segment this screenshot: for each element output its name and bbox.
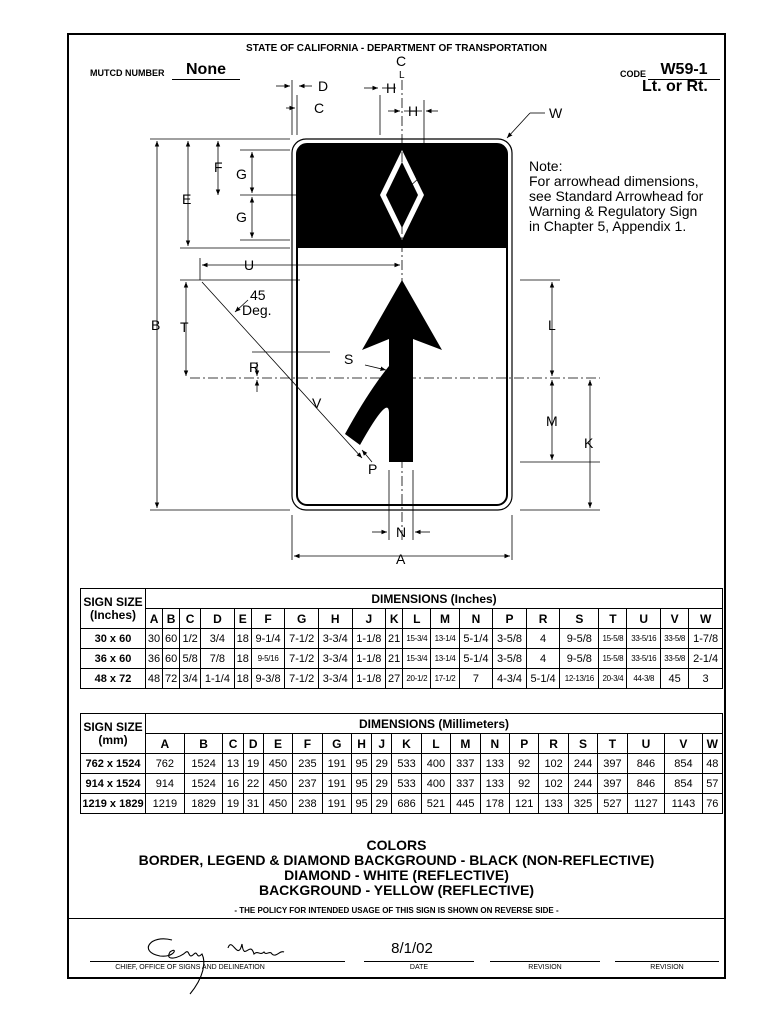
- value-cell: 27: [386, 669, 403, 689]
- value-cell: 450: [263, 754, 292, 774]
- date-value: 8/1/02: [391, 940, 433, 957]
- dim-label-g1: G: [236, 166, 247, 182]
- column-header: G: [322, 734, 351, 754]
- value-cell: 19: [243, 754, 263, 774]
- value-cell: 60: [163, 629, 180, 649]
- column-header: B: [184, 734, 223, 754]
- footer-divider: [67, 918, 726, 919]
- column-header: P: [493, 609, 527, 629]
- value-cell: 57: [702, 774, 722, 794]
- dim-label-c: C: [314, 100, 325, 116]
- note-line: Note:: [529, 158, 563, 174]
- value-cell: 133: [539, 794, 568, 814]
- sign-size-header: SIGN SIZE (mm): [81, 714, 146, 754]
- value-cell: 20-3/4: [599, 669, 627, 689]
- value-cell: 9-1/4: [251, 629, 285, 649]
- column-header: V: [661, 609, 689, 629]
- size-cell: 914 x 1524: [81, 774, 146, 794]
- column-header: E: [263, 734, 292, 754]
- dimensions-header: DIMENSIONS (Inches): [146, 589, 723, 609]
- dim-label-s: S: [344, 351, 354, 367]
- column-header: J: [352, 609, 386, 629]
- dim-label-g2: G: [236, 209, 247, 225]
- value-cell: 22: [243, 774, 263, 794]
- value-cell: 12-13/16: [560, 669, 599, 689]
- table-row: [81, 669, 723, 689]
- dim-label-u: U: [244, 257, 255, 273]
- value-cell: 29: [372, 774, 392, 794]
- value-cell: 95: [352, 794, 372, 814]
- value-cell: 9-3/8: [251, 669, 285, 689]
- angle-label-deg: Deg.: [242, 302, 272, 318]
- value-cell: 45: [661, 669, 689, 689]
- value-cell: 3/4: [180, 669, 201, 689]
- value-cell: 95: [352, 754, 372, 774]
- value-cell: 337: [451, 774, 480, 794]
- value-cell: 5-1/4: [459, 629, 493, 649]
- value-cell: 686: [392, 794, 421, 814]
- revision-label-1: REVISION: [528, 964, 562, 971]
- column-header: W: [689, 609, 723, 629]
- value-cell: 450: [263, 774, 292, 794]
- value-cell: 4-3/4: [493, 669, 527, 689]
- value-cell: 15-5/8: [599, 649, 627, 669]
- value-cell: 16: [223, 774, 243, 794]
- value-cell: 521: [421, 794, 450, 814]
- value-cell: 133: [480, 754, 509, 774]
- column-header: P: [509, 734, 538, 754]
- column-header: N: [459, 609, 493, 629]
- value-cell: 325: [568, 794, 597, 814]
- dim-label-e: E: [182, 191, 192, 207]
- code-value: W59-1: [648, 61, 720, 80]
- value-cell: 3: [689, 669, 723, 689]
- value-cell: 15-5/8: [599, 629, 627, 649]
- value-cell: 9-5/16: [251, 649, 285, 669]
- dim-label-f: F: [214, 159, 223, 175]
- value-cell: 72: [163, 669, 180, 689]
- dim-label-v: V: [312, 395, 322, 411]
- value-cell: 15-3/4: [403, 649, 431, 669]
- value-cell: 1127: [627, 794, 664, 814]
- value-cell: 29: [372, 754, 392, 774]
- mm-dimensions-table: [80, 713, 723, 814]
- value-cell: 92: [509, 754, 538, 774]
- value-cell: 29: [372, 794, 392, 814]
- mutcd-label: MUTCD NUMBER: [90, 68, 165, 78]
- value-cell: 445: [451, 794, 480, 814]
- value-cell: 18: [234, 669, 251, 689]
- value-cell: 5-1/4: [459, 649, 493, 669]
- value-cell: 397: [598, 774, 627, 794]
- value-cell: 846: [627, 754, 664, 774]
- value-cell: 33-5/16: [627, 629, 661, 649]
- dim-label-t: T: [180, 319, 189, 335]
- value-cell: 76: [702, 794, 722, 814]
- value-cell: 60: [163, 649, 180, 669]
- value-cell: 20-1/2: [403, 669, 431, 689]
- value-cell: 337: [451, 754, 480, 774]
- value-cell: 13: [223, 754, 243, 774]
- value-cell: 1-7/8: [689, 629, 723, 649]
- value-cell: 7-1/2: [285, 669, 319, 689]
- table-row: [81, 754, 723, 774]
- value-cell: 13-1/4: [431, 629, 459, 649]
- value-cell: 3-3/4: [318, 629, 352, 649]
- value-cell: 21: [386, 649, 403, 669]
- column-header: R: [539, 734, 568, 754]
- angle-label-45: 45: [250, 287, 266, 303]
- column-header: V: [665, 734, 702, 754]
- value-cell: 7/8: [201, 649, 235, 669]
- value-cell: 450: [263, 794, 292, 814]
- dim-label-d: D: [318, 78, 329, 94]
- value-cell: 1/2: [180, 629, 201, 649]
- value-cell: 7-1/2: [285, 649, 319, 669]
- column-header: U: [627, 609, 661, 629]
- column-header: A: [146, 734, 185, 754]
- dimensions-header: DIMENSIONS (Millimeters): [146, 714, 723, 734]
- value-cell: 33-5/16: [627, 649, 661, 669]
- value-cell: 21: [386, 629, 403, 649]
- value-cell: 13-1/4: [431, 649, 459, 669]
- value-cell: 19: [223, 794, 243, 814]
- value-cell: 854: [665, 774, 702, 794]
- size-cell: 762 x 1524: [81, 754, 146, 774]
- value-cell: 33-5/8: [661, 649, 689, 669]
- size-cell: 36 x 60: [81, 649, 146, 669]
- value-cell: 92: [509, 774, 538, 794]
- value-cell: 95: [352, 774, 372, 794]
- value-cell: 533: [392, 774, 421, 794]
- value-cell: 7-1/2: [285, 629, 319, 649]
- value-cell: 1-1/4: [201, 669, 235, 689]
- value-cell: 400: [421, 774, 450, 794]
- column-header: D: [243, 734, 263, 754]
- value-cell: 235: [293, 754, 322, 774]
- value-cell: 397: [598, 754, 627, 774]
- value-cell: 15-3/4: [403, 629, 431, 649]
- code-label: CODE: [620, 69, 647, 79]
- column-header: L: [403, 609, 431, 629]
- value-cell: 244: [568, 774, 597, 794]
- value-cell: 191: [322, 794, 351, 814]
- value-cell: 533: [392, 754, 421, 774]
- value-cell: 5/8: [180, 649, 201, 669]
- chief-label: CHIEF, OFFICE OF SIGNS AND DELINEATION: [115, 964, 265, 971]
- dim-label-k: K: [584, 435, 594, 451]
- column-header: A: [146, 609, 163, 629]
- value-cell: 1-1/8: [352, 649, 386, 669]
- value-cell: 3/4: [201, 629, 235, 649]
- column-header: B: [163, 609, 180, 629]
- date-label: DATE: [409, 964, 429, 971]
- size-cell: 48 x 72: [81, 669, 146, 689]
- value-cell: 36: [146, 649, 163, 669]
- value-cell: 762: [146, 754, 185, 774]
- column-header: D: [201, 609, 235, 629]
- dim-label-m: M: [546, 413, 558, 429]
- dim-label-p: P: [368, 461, 378, 477]
- value-cell: 102: [539, 774, 568, 794]
- dim-label-h2: H: [408, 103, 419, 119]
- column-header: M: [451, 734, 480, 754]
- column-header: T: [598, 734, 627, 754]
- colors-line: BACKGROUND - YELLOW (REFLECTIVE): [258, 882, 535, 898]
- value-cell: 3-5/8: [493, 629, 527, 649]
- column-header: L: [421, 734, 450, 754]
- centerline-c: C: [396, 53, 407, 69]
- column-header: R: [526, 609, 560, 629]
- dim-label-l: L: [548, 317, 556, 333]
- policy-note: - THE POLICY FOR INTENDED USAGE OF THIS SIGN IS SHOWN ON REVERSE SIDE -: [234, 906, 559, 915]
- note-line: in Chapter 5, Appendix 1.: [529, 218, 687, 234]
- value-cell: 854: [665, 754, 702, 774]
- value-cell: 1524: [184, 754, 223, 774]
- value-cell: 31: [243, 794, 263, 814]
- value-cell: 400: [421, 754, 450, 774]
- column-header: T: [599, 609, 627, 629]
- colors-heading: COLORS: [366, 837, 427, 853]
- column-header: N: [480, 734, 509, 754]
- table-row: [81, 649, 723, 669]
- value-cell: 3-3/4: [318, 649, 352, 669]
- value-cell: 237: [293, 774, 322, 794]
- value-cell: 9-5/8: [560, 649, 599, 669]
- value-cell: 18: [234, 629, 251, 649]
- value-cell: 3-3/4: [318, 669, 352, 689]
- size-cell: 30 x 60: [81, 629, 146, 649]
- column-header: K: [386, 609, 403, 629]
- mutcd-value: None: [172, 61, 240, 80]
- value-cell: 1143: [665, 794, 702, 814]
- arrowhead-note: [529, 159, 703, 234]
- table-row: [81, 774, 723, 794]
- value-cell: 914: [146, 774, 185, 794]
- value-cell: 30: [146, 629, 163, 649]
- column-header: F: [251, 609, 285, 629]
- centerline-l: L: [399, 70, 405, 81]
- signature: [120, 922, 310, 997]
- value-cell: 3-5/8: [493, 649, 527, 669]
- value-cell: 44-3/8: [627, 669, 661, 689]
- dim-label-a: A: [396, 551, 406, 567]
- column-header: S: [568, 734, 597, 754]
- dim-label-r: R: [249, 359, 260, 375]
- value-cell: 33-5/8: [661, 629, 689, 649]
- value-cell: 133: [480, 774, 509, 794]
- revision-label-2: REVISION: [650, 964, 684, 971]
- value-cell: 48: [702, 754, 722, 774]
- column-header: H: [318, 609, 352, 629]
- value-cell: 178: [480, 794, 509, 814]
- column-header: E: [234, 609, 251, 629]
- table-row: [81, 794, 723, 814]
- value-cell: 191: [322, 754, 351, 774]
- value-cell: 5-1/4: [526, 669, 560, 689]
- column-header: M: [431, 609, 459, 629]
- column-header: J: [372, 734, 392, 754]
- dim-label-n: N: [396, 524, 407, 540]
- column-header: C: [180, 609, 201, 629]
- column-header: C: [223, 734, 243, 754]
- sign-size-header: SIGN SIZE (Inches): [81, 589, 146, 629]
- column-header: U: [627, 734, 664, 754]
- size-cell: 1219 x 1829: [81, 794, 146, 814]
- table-row: [81, 629, 723, 649]
- value-cell: 9-5/8: [560, 629, 599, 649]
- colors-line: BORDER, LEGEND & DIAMOND BACKGROUND - BLACK (NON-REFLECTIVE): [138, 852, 655, 868]
- orientation-label: Lt. or Rt.: [642, 78, 708, 95]
- value-cell: 1524: [184, 774, 223, 794]
- value-cell: 7: [459, 669, 493, 689]
- value-cell: 238: [293, 794, 322, 814]
- value-cell: 18: [234, 649, 251, 669]
- value-cell: 48: [146, 669, 163, 689]
- column-header: W: [702, 734, 722, 754]
- merge-arrow: [345, 280, 442, 462]
- value-cell: 121: [509, 794, 538, 814]
- note-line: Warning & Regulatory Sign: [529, 203, 698, 219]
- note-line: see Standard Arrowhead for: [529, 188, 704, 204]
- column-header: S: [560, 609, 599, 629]
- dim-label-b: B: [151, 317, 161, 333]
- value-cell: 1-1/8: [352, 629, 386, 649]
- column-header: G: [285, 609, 319, 629]
- column-header: H: [352, 734, 372, 754]
- dim-label-w: W: [549, 105, 563, 121]
- value-cell: 1219: [146, 794, 185, 814]
- value-cell: 4: [526, 629, 560, 649]
- value-cell: 1829: [184, 794, 223, 814]
- value-cell: 1-1/8: [352, 669, 386, 689]
- value-cell: 17-1/2: [431, 669, 459, 689]
- inches-dimensions-table: [80, 588, 723, 689]
- dim-label-h1: H: [386, 80, 397, 96]
- column-header: F: [293, 734, 322, 754]
- value-cell: 244: [568, 754, 597, 774]
- column-header: K: [392, 734, 421, 754]
- value-cell: 2-1/4: [689, 649, 723, 669]
- colors-line: DIAMOND - WHITE (REFLECTIVE): [284, 867, 509, 883]
- value-cell: 102: [539, 754, 568, 774]
- value-cell: 527: [598, 794, 627, 814]
- value-cell: 191: [322, 774, 351, 794]
- dim-label-j: J: [433, 157, 440, 173]
- value-cell: 4: [526, 649, 560, 669]
- value-cell: 846: [627, 774, 664, 794]
- note-line: For arrowhead dimensions,: [529, 173, 699, 189]
- agency-title: STATE OF CALIFORNIA - DEPARTMENT OF TRANSPORTATION: [246, 43, 547, 54]
